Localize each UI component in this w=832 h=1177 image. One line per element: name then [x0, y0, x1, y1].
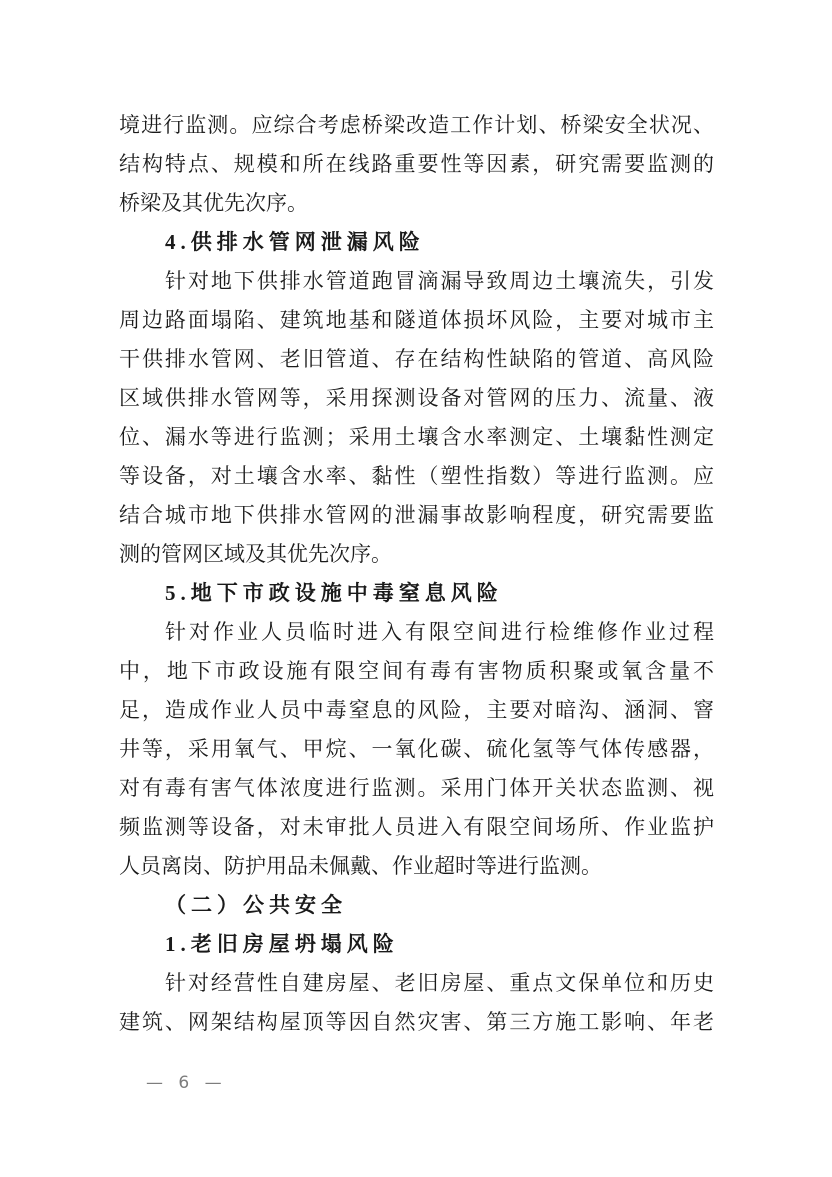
- heading-1-old-house-collapse-risk: [119, 925, 714, 964]
- text-line: 人员离岗、防护用品未佩戴、作业超时等进行监测。: [119, 854, 602, 878]
- para-old-house-collapse: [119, 964, 714, 1042]
- text-line: 建筑、网架结构屋顶等因自然灾害、第三方施工影响、年老: [119, 1010, 714, 1034]
- text-line: 周边路面塌陷、建筑地基和隧道体损坏风险，主要对城市主: [119, 308, 714, 332]
- para-confined-space-monitoring: [119, 613, 714, 886]
- heading-text: （二）公共安全: [165, 893, 347, 917]
- text-line: 足，造成作业人员中毒窒息的风险，主要对暗沟、涵洞、窨: [119, 698, 714, 722]
- text-line: 频监测等设备，对未审批人员进入有限空间场所、作业监护: [119, 815, 714, 839]
- text-line: 桥梁及其优先次序。: [119, 191, 308, 215]
- heading-5-underground-asphyxiation-risk: [119, 574, 714, 613]
- text-line: 对有毒有害气体浓度进行监测。采用门体开关状态监测、视: [119, 776, 714, 800]
- text-line: 针对经营性自建房屋、老旧房屋、重点文保单位和历史: [165, 971, 714, 995]
- text-line: 针对地下供排水管道跑冒滴漏导致周边土壤流失，引发: [165, 269, 714, 293]
- text-line: 针对作业人员临时进入有限空间进行检维修作业过程: [165, 620, 714, 644]
- heading-text: 4.供排水管网泄漏风险: [165, 230, 425, 254]
- text-line: 区域供排水管网等，采用探测设备对管网的压力、流量、液: [119, 386, 714, 410]
- para-bridge-priority-continued: [119, 106, 714, 223]
- text-line: 井等，采用氧气、甲烷、一氧化碳、硫化氢等气体传感器，: [119, 737, 714, 761]
- text-line: 结合城市地下供排水管网的泄漏事故影响程度，研究需要监: [119, 503, 714, 527]
- heading-4-water-pipe-leak-risk: [119, 223, 714, 262]
- heading-text: 1.老旧房屋坍塌风险: [165, 932, 399, 956]
- text-line: 干供排水管网、老旧管道、存在结构性缺陷的管道、高风险: [119, 347, 714, 371]
- text-line: 位、漏水等进行监测；采用土壤含水率测定、土壤黏性测定: [119, 425, 714, 449]
- para-water-pipe-leak-monitoring: [119, 262, 714, 574]
- heading-text: 5.地下市政设施中毒窒息风险: [165, 581, 503, 605]
- text-line: 等设备，对土壤含水率、黏性（塑性指数）等进行监测。应: [119, 464, 714, 488]
- page-number: — 6 —: [146, 1073, 223, 1093]
- text-line: 境进行监测。应综合考虑桥梁改造工作计划、桥梁安全状况、: [119, 113, 714, 137]
- document-page-body: [119, 106, 714, 1042]
- text-line: 结构特点、规模和所在线路重要性等因素，研究需要监测的: [119, 152, 714, 176]
- text-line: 测的管网区域及其优先次序。: [119, 542, 392, 566]
- heading-section-2-public-safety: [119, 886, 714, 925]
- text-line: 中，地下市政设施有限空间有毒有害物质积聚或氧含量不: [119, 659, 714, 683]
